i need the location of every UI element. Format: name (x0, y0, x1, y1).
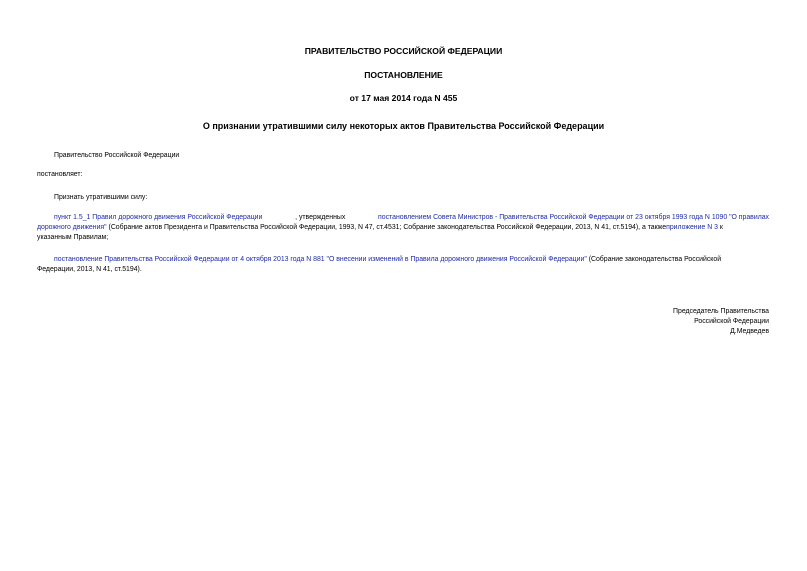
item1-line1 (37, 213, 769, 223)
item1-approved-text: , утвержденных (295, 214, 346, 221)
signature-name: Д.Медведев (730, 328, 769, 335)
document-date-number: от 17 мая 2014 года N 455 (349, 93, 458, 103)
document-title: О признании утратившими силу некоторых актов Правительства Российской Федерации (202, 121, 605, 131)
item1-end-text: указанным Правилам; (37, 234, 109, 241)
intro-paragraph: Правительство Российской Федерации (54, 152, 180, 159)
item1-line2 (37, 223, 769, 233)
item2-line2 (37, 265, 769, 275)
government-heading: ПРАВИТЕЛЬСТВО РОССИЙСКОЙ ФЕДЕРАЦИИ (304, 46, 503, 56)
item2-line1 (37, 255, 769, 265)
recognize-paragraph: Признать утратившими силу: (54, 194, 148, 201)
item1-source-text: (Собрание актов Президента и Правительства Российской Федерации, 1993, N 47, ст.4531; Собрание законодательства Российской Федерации, 2013, N 41, ст.5194), а также (106, 224, 667, 231)
item1-line3 (37, 233, 769, 243)
item1-to-text: к (717, 224, 723, 231)
signature-org: Российской Федерации (694, 318, 769, 325)
signature-title: Председатель Правительства (673, 308, 769, 315)
resolution-1090-link-cont[interactable]: дорожного движения" (37, 224, 107, 231)
rules-point-link[interactable]: пункт 1.5_1 Правил дорожного движения Российской Федерации (54, 214, 263, 221)
resolution-1090-link[interactable]: постановлением Совета Министров - Правительства Российской Федерации от 23 октября 1993 года N 1090 "О правилах (378, 214, 769, 221)
item2-source-text: (Собрание законодательства Российской (586, 256, 722, 263)
item2-end-text: Федерации, 2013, N 41, ст.5194). (37, 266, 142, 273)
appendix-3-link[interactable]: приложение N 3 (666, 224, 718, 231)
resolution-881-link[interactable]: постановление Правительства Российской Федерации от 4 октября 2013 года N 881 "О внесении изменений в Правила дорожного движения Российской Федерации" (54, 256, 587, 263)
decides-paragraph: постановляет: (37, 171, 83, 178)
document-type-heading: ПОСТАНОВЛЕНИЕ (364, 70, 443, 80)
